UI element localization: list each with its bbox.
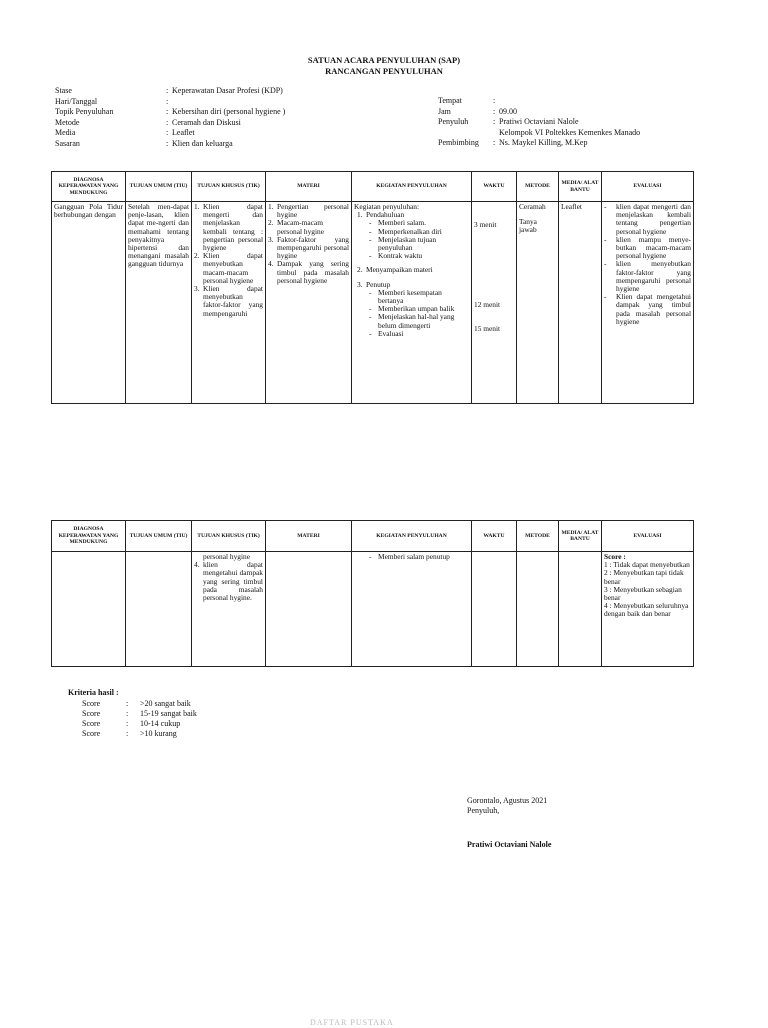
sap-table-2 (51, 520, 694, 667)
cell-diagnosa: Gangguan Pola Tidur berhubungan dengan (52, 202, 126, 404)
kegiatan-item: - Menjelaskan tujuan penyuluhan (369, 234, 437, 253)
meta-jam: Jam : 09.00 (438, 106, 517, 116)
cell-materi (266, 552, 352, 667)
cell-evaluasi (602, 552, 694, 667)
evaluasi-item-2: - klien mampu menye-butkan macam-macam personal hygiene (604, 234, 691, 261)
materi-item-2: 2. Macam-macam personal hygine (268, 218, 324, 236)
header-tiu: TUJUAN UMUM (TIU) (126, 172, 192, 202)
tik-continuation: personal hygine (203, 552, 250, 561)
kegiatan-item: - Kontrak waktu (369, 251, 423, 261)
header-tik: TUJUAN KHUSUS (TIK) (192, 172, 266, 202)
header-materi: MATERI (266, 521, 352, 552)
waktu-penutup: 15 menit (474, 324, 501, 334)
cell-kegiatan (352, 202, 472, 404)
meta-sasaran: Sasaran : Klien dan keluarga (55, 138, 233, 148)
table-header-row (52, 521, 694, 552)
header-metode: METODE (517, 172, 559, 202)
sap-table-1 (51, 171, 694, 404)
header-evaluasi: EVALUASI (602, 172, 694, 202)
header-kegiatan: KEGIATAN PENYULUHAN (352, 521, 472, 552)
kegiatan-item: - Menjelaskan hal-hal yang belum dimengerti (369, 312, 455, 330)
cell-metode (517, 552, 559, 667)
signature-block (467, 796, 551, 850)
criteria-row: Score : >10 kurang (82, 729, 177, 738)
metode-tanya-jawab: Tanya jawab (519, 217, 537, 235)
materi-item-3: 3. Faktor-faktor yang mempengaruhi personal hygine (268, 234, 349, 261)
kegiatan-step-2: 2. Menyampaikan materi (357, 265, 433, 275)
meta-left-block (55, 86, 435, 149)
header-media: MEDIA/ ALAT BANTU (559, 172, 602, 202)
header-diagnosa: DIAGNOSA KEPERAWATAN YANG MENDUKUNG (52, 172, 126, 202)
evaluasi-item-3: - klien menyebutkan faktor-faktor yang mempengaruhi personal hygiene (604, 259, 691, 294)
criteria-row: Score : >20 sangat baik (82, 699, 191, 708)
evaluasi-item-4: - Klien dapat mengetahui dampak yang timbul pada masalah personal hygiene (604, 292, 691, 326)
header-materi: MATERI (266, 172, 352, 202)
table-header-row (52, 172, 694, 202)
header-waktu: WAKTU (472, 172, 517, 202)
header-kegiatan: KEGIATAN PENYULUHAN (352, 172, 472, 202)
meta-hari-tanggal: Hari/Tanggal : (55, 96, 169, 106)
kegiatan-item: - Evaluasi (369, 328, 404, 338)
score-item-3: 3 : Menyebutkan sebagian benar (604, 584, 682, 603)
score-item-1: 1 : Tidak dapat menyebutkan (604, 560, 690, 570)
header-tiu: TUJUAN UMUM (TIU) (126, 521, 192, 552)
kegiatan-item: - Memberikan umpan balik (369, 304, 455, 314)
signature-name: Pratiwi Octaviani Nalole (467, 840, 552, 849)
header-media: MEDIA/ ALAT BANTU (559, 521, 602, 552)
cell-waktu (472, 552, 517, 667)
tik-item-2: 2. Klien dapat menyebutkan macam-macam personal hygiene (194, 251, 263, 285)
tik-item-3: 3. Klien dapat menyebutkan faktor-faktor yang mempengaruhi (194, 284, 263, 318)
kegiatan-intro: Kegiatan penyuluhan: (354, 202, 420, 211)
header-diagnosa: DIAGNOSA KEPERAWATAN YANG MENDUKUNG (52, 521, 126, 552)
next-page-heading: DAFTAR PUSTAKA (310, 1018, 394, 1027)
cell-evaluasi (602, 202, 694, 404)
materi-item-4: 4. Dampak yang sering timbul pada masalah personal hygiene (268, 259, 349, 285)
cell-media: Leaflet (559, 202, 602, 404)
header-tik: TUJUAN KHUSUS (TIK) (192, 521, 266, 552)
meta-stase: Stase : Keperawatan Dasar Profesi (KDP) (55, 86, 283, 95)
metode-ceramah: Ceramah (519, 202, 546, 211)
cell-kegiatan (352, 552, 472, 667)
table-row (52, 552, 694, 667)
meta-right-block (438, 96, 738, 149)
score-item-2: 2 : Menyebutkan tapi tidak benar (604, 568, 684, 586)
criteria-heading: Kriteria hasil : (68, 688, 119, 697)
waktu-pendahuluan: 3 menit (474, 220, 497, 229)
header-evaluasi: EVALUASI (602, 521, 694, 552)
meta-tempat: Tempat : (438, 96, 496, 105)
kegiatan-item: - Memberi salam. (369, 218, 427, 228)
header-metode: METODE (517, 521, 559, 552)
signature-place-date: Gorontalo, Agustus 2021 (467, 796, 548, 805)
meta-topik: Topik Penyuluhan : Kebersihan diri (personal hygiene ) (55, 107, 286, 116)
signature-role: Penyuluh, (467, 806, 500, 815)
meta-penyuluh-group: Kelompok VI Poltekkes Kemenkes Manado (499, 127, 641, 137)
cell-tik (192, 202, 266, 404)
cell-metode (517, 202, 559, 404)
tik-item-4: 4. klien dapat mengetahui dampak yang sering timbul pada masalah personal hygine. (194, 560, 263, 603)
criteria-row: Score : 10-14 cukup (82, 719, 181, 728)
criteria-block (68, 688, 197, 739)
header-waktu: WAKTU (472, 521, 517, 552)
kegiatan-item: - Memberi kesempatan bertanya (369, 287, 442, 306)
meta-pembimbing: Pembimbing : Ns. Maykel Killing, M.Kep (438, 138, 588, 147)
cell-tiu: Setelah men-dapat penje-lasan, klien dapat me-ngerti dan memahami tentang penyakitnya hipertensi dan menangani masalah gangguan tidurnya (126, 202, 192, 404)
document-title (0, 55, 768, 77)
title-line-2: RANCANGAN PENYULUHAN (325, 66, 443, 76)
table-row (52, 202, 694, 404)
kegiatan-step-3: 3. Penutup (357, 279, 391, 289)
cell-materi (266, 202, 352, 404)
cell-waktu (472, 202, 517, 404)
materi-item-1: 1. Pengertian personal hygine (268, 202, 349, 220)
kegiatan-item: - Memberi salam penutup (369, 552, 450, 561)
score-label: Score : (604, 552, 626, 561)
meta-media: Media : Leaflet (55, 128, 195, 137)
title-line-1: SATUAN ACARA PENYULUHAN (SAP) (307, 55, 461, 65)
cell-media (559, 552, 602, 667)
kegiatan-step-1: 1. Pendahuluan (357, 210, 405, 220)
criteria-row: Score : 15-19 sangat baik (82, 709, 197, 718)
waktu-materi: 12 menit (474, 300, 501, 310)
cell-tik (192, 552, 266, 667)
tik-item-1: 1. Klien dapat mengerti dan menjelaskan kembali tentang : pengertian personal hygiene (194, 202, 263, 253)
kegiatan-item: - Memperkenalkan diri (369, 226, 442, 236)
meta-penyuluh: Penyuluh : Pratiwi Octaviani Nalole (438, 117, 579, 126)
score-item-4: 4 : Menyebutkan seluruhnya dengan baik dan benar (604, 601, 689, 619)
cell-tiu (126, 552, 192, 667)
evaluasi-item-1: - klien dapat mengerti dan menjelaskan kembali tentang pengertian personal hygiene (604, 202, 691, 236)
cell-diagnosa (52, 552, 126, 667)
meta-metode: Metode : Ceramah dan Diskusi (55, 117, 241, 127)
